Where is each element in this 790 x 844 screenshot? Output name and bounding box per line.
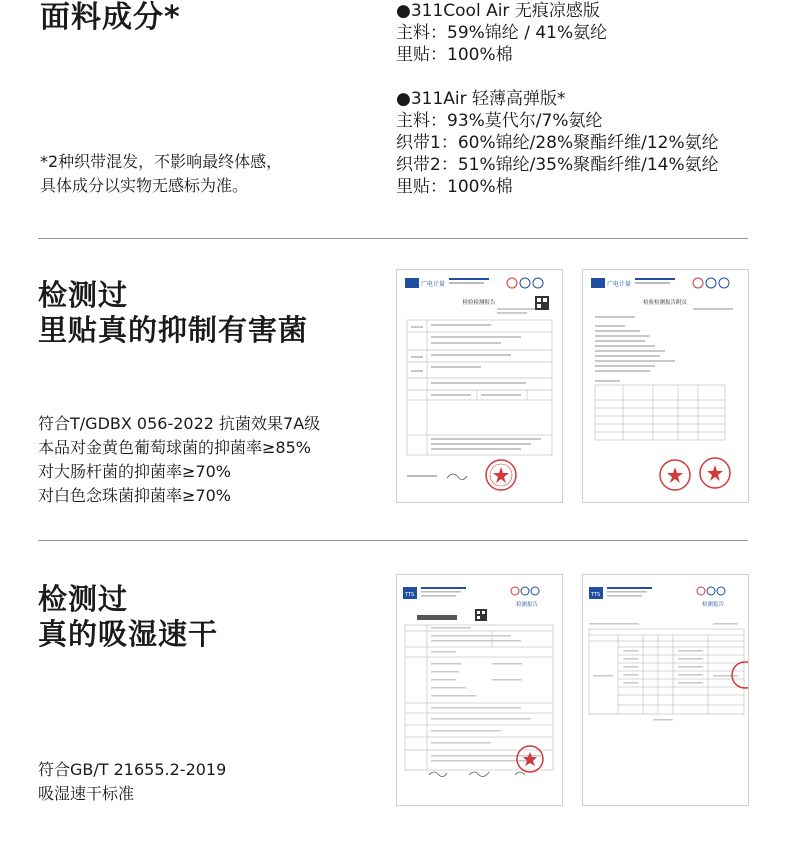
signature-icon [447,474,467,480]
antibacterial-report-page-2 [582,269,749,503]
signature-icon [515,772,525,775]
signature-icon [469,772,489,776]
report-title: 检验检测报告附页 [642,300,688,306]
quick-dry-title [38,582,218,652]
fabric-note-line: *2种织带混发，不影响最终体感， [40,152,283,171]
variant-line: 主料：59%锦纶 / 41%氨纶 [396,23,608,43]
org-name: TTS [405,592,415,598]
desc-line: 本品对金黄色葡萄球菌的抑菌率≥85% [38,438,311,457]
fabric-note-line: 具体成分以实物无感标为准。 [40,176,249,195]
antibacterial-desc [38,412,320,508]
signature-icon [429,772,447,777]
variant-line: 织带2：51%锦纶/35%聚酯纤维/14%氨纶 [396,155,719,175]
barcode-icon [417,615,457,620]
report-title: 检验检测报告 [462,300,496,306]
divider-2 [38,540,748,541]
org-name: TTS [591,592,601,598]
divider-1 [38,238,748,239]
quick-dry-report-page-1 [396,574,563,806]
org-logo-icon [405,278,419,288]
title-line: 真的吸湿速干 [38,616,219,651]
title-line: 检测过 [38,278,129,312]
org-name: 广电计量 [421,281,446,288]
desc-line: 对白色念珠菌抑菌率≥70% [38,486,231,505]
fabric-note [40,150,282,198]
title-line: 里贴真的抑制有害菌 [38,312,309,347]
section-fabric-title: 面料成分* [40,0,181,35]
desc-line: 符合GB/T 21655.2-2019 [38,760,227,779]
quick-dry-desc [38,758,226,806]
qr-code-icon [475,609,487,621]
report-title: 检测报告 [701,602,725,608]
variant-line: 里贴：100%棉 [396,45,513,65]
antibacterial-report-page-1 [396,269,563,503]
desc-line: 对大肠杆菌的抑菌率≥70% [38,462,231,481]
desc-line: 符合T/GDBX 056-2022 抗菌效果7A级 [38,414,321,433]
quick-dry-report-page-2 [582,574,749,806]
variant-line: 主料：93%莫代尔/7%氨纶 [396,111,603,131]
variant-name: ●311Cool Air 无痕凉感版 [396,1,600,21]
antibacterial-title [38,278,308,348]
variant-line: 里贴：100%棉 [396,177,513,197]
variant-name: ●311Air 轻薄高弹版* [396,89,566,109]
org-logo-icon [591,278,605,288]
variant-air [396,88,719,198]
desc-line: 吸湿速干标准 [38,784,135,803]
variant-cool-air [396,0,607,66]
report-title: 检测报告 [515,602,539,608]
variant-line: 织带1：60%锦纶/28%聚酯纤维/12%氨纶 [396,133,719,153]
org-name: 广电计量 [607,281,632,288]
title-line: 检测过 [38,582,129,616]
